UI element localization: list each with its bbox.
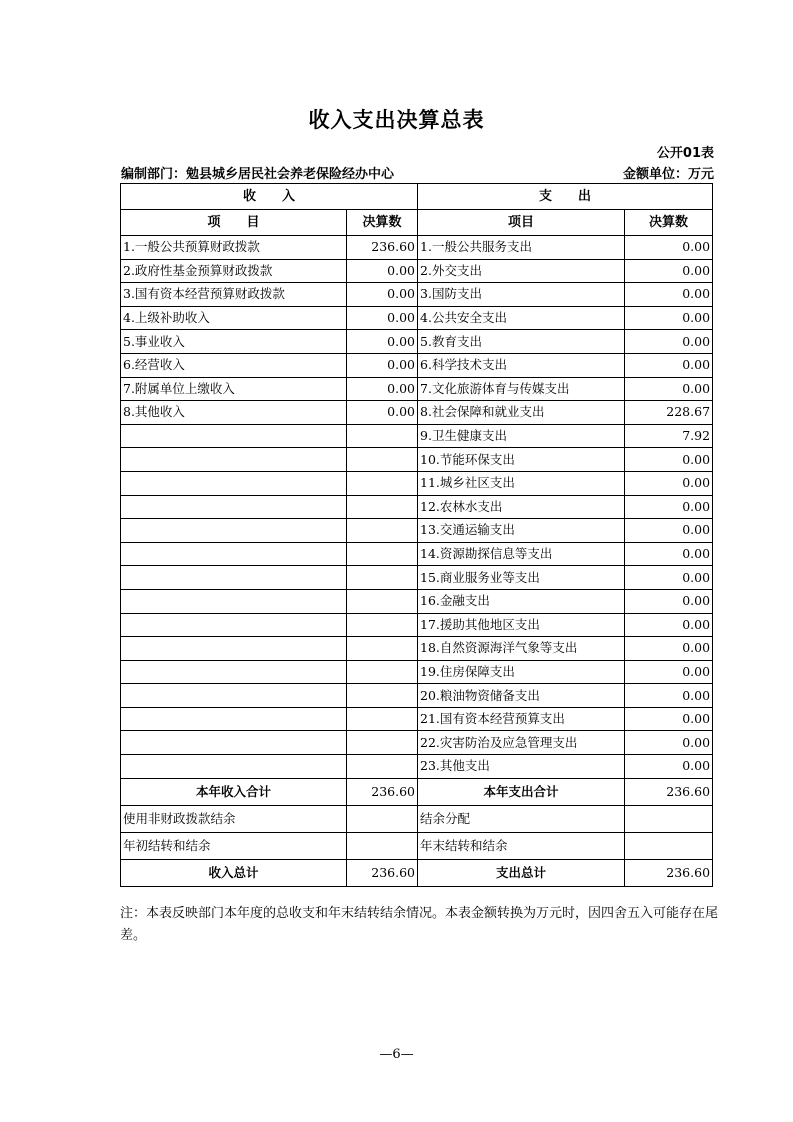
expense-year-total-amount: 236.60 bbox=[625, 778, 713, 805]
income-item-cell bbox=[121, 684, 347, 708]
expense-item-header: 项目 bbox=[418, 210, 625, 236]
income-item-cell: 2.政府性基金预算财政拨款 bbox=[121, 259, 347, 283]
income-amount-cell bbox=[347, 755, 418, 779]
expense-amount-cell: 0.00 bbox=[625, 306, 713, 330]
table-row bbox=[121, 589, 713, 613]
income-item-cell: 7.附属单位上缴收入 bbox=[121, 377, 347, 401]
expense-item-cell: 13.交通运输支出 bbox=[418, 519, 625, 543]
expense-amount-cell: 0.00 bbox=[625, 353, 713, 377]
expense-amount-header: 决算数 bbox=[625, 210, 713, 236]
expense-item-cell: 18.自然资源海洋气象等支出 bbox=[418, 637, 625, 661]
income-extra-amount bbox=[347, 832, 418, 859]
income-amount-cell bbox=[347, 495, 418, 519]
expense-item-cell: 23.其他支出 bbox=[418, 755, 625, 779]
table-row bbox=[121, 707, 713, 731]
income-amount-cell: 0.00 bbox=[347, 259, 418, 283]
income-item-cell: 1.一般公共预算财政拨款 bbox=[121, 236, 347, 260]
page-number: —6— bbox=[379, 1047, 414, 1062]
expense-item-cell: 1.一般公共服务支出 bbox=[418, 236, 625, 260]
expense-grand-total-label: 支出总计 bbox=[418, 859, 625, 886]
income-item-cell bbox=[121, 660, 347, 684]
expense-amount-cell: 0.00 bbox=[625, 707, 713, 731]
department-label: 编制部门：勉县城乡居民社会养老保险经办中心 bbox=[121, 167, 395, 182]
table-row bbox=[121, 259, 713, 283]
expense-item-cell: 9.卫生健康支出 bbox=[418, 424, 625, 448]
table-row bbox=[121, 306, 713, 330]
budget-table bbox=[120, 183, 713, 887]
income-amount-cell bbox=[347, 542, 418, 566]
income-amount-cell bbox=[347, 731, 418, 755]
expense-item-cell: 21.国有资本经营预算支出 bbox=[418, 707, 625, 731]
income-amount-cell: 0.00 bbox=[347, 283, 418, 307]
income-amount-cell: 0.00 bbox=[347, 377, 418, 401]
table-row bbox=[121, 330, 713, 354]
expense-item-cell: 6.科学技术支出 bbox=[418, 353, 625, 377]
income-amount-cell: 0.00 bbox=[347, 330, 418, 354]
income-year-total-amount: 236.60 bbox=[347, 778, 418, 805]
income-amount-cell: 0.00 bbox=[347, 353, 418, 377]
table-row bbox=[121, 637, 713, 661]
expense-grand-total-amount: 236.60 bbox=[625, 859, 713, 886]
expense-extra-label: 结余分配 bbox=[418, 805, 625, 832]
expense-amount-cell: 228.67 bbox=[625, 401, 713, 425]
expense-amount-cell: 0.00 bbox=[625, 731, 713, 755]
income-item-cell bbox=[121, 519, 347, 543]
unit-label: 金额单位：万元 bbox=[622, 167, 714, 182]
income-amount-cell bbox=[347, 519, 418, 543]
income-year-total-label: 本年收入合计 bbox=[121, 778, 347, 805]
expense-amount-cell: 0.00 bbox=[625, 283, 713, 307]
income-item-cell: 5.事业收入 bbox=[121, 330, 347, 354]
year-total-row bbox=[121, 778, 713, 805]
expense-item-cell: 22.灾害防治及应急管理支出 bbox=[418, 731, 625, 755]
income-item-cell bbox=[121, 637, 347, 661]
expense-item-cell: 8.社会保障和就业支出 bbox=[418, 401, 625, 425]
expense-amount-cell: 0.00 bbox=[625, 660, 713, 684]
income-amount-cell bbox=[347, 684, 418, 708]
income-grand-total-label: 收入总计 bbox=[121, 859, 347, 886]
income-amount-cell bbox=[347, 566, 418, 590]
expense-item-cell: 4.公共安全支出 bbox=[418, 306, 625, 330]
income-item-cell bbox=[121, 448, 347, 472]
expense-item-cell: 2.外交支出 bbox=[418, 259, 625, 283]
expense-amount-cell: 0.00 bbox=[625, 519, 713, 543]
expense-item-cell: 14.资源勘探信息等支出 bbox=[418, 542, 625, 566]
section-header-row bbox=[121, 184, 713, 210]
income-extra-label: 使用非财政拨款结余 bbox=[121, 805, 347, 832]
expense-extra-amount bbox=[625, 805, 713, 832]
table-row bbox=[121, 660, 713, 684]
table-row bbox=[121, 471, 713, 495]
table-row bbox=[121, 519, 713, 543]
income-item-cell: 8.其他收入 bbox=[121, 401, 347, 425]
expense-amount-cell: 0.00 bbox=[625, 448, 713, 472]
table-row bbox=[121, 448, 713, 472]
expense-amount-cell: 0.00 bbox=[625, 755, 713, 779]
expense-item-cell: 15.商业服务业等支出 bbox=[418, 566, 625, 590]
income-item-cell: 6.经营收入 bbox=[121, 353, 347, 377]
income-item-cell bbox=[121, 707, 347, 731]
income-amount-cell bbox=[347, 660, 418, 684]
expense-amount-cell: 0.00 bbox=[625, 330, 713, 354]
income-item-cell bbox=[121, 589, 347, 613]
income-amount-cell bbox=[347, 471, 418, 495]
expense-amount-cell: 0.00 bbox=[625, 637, 713, 661]
table-row bbox=[121, 755, 713, 779]
extra-row bbox=[121, 805, 713, 832]
table-row bbox=[121, 401, 713, 425]
column-header-row bbox=[121, 210, 713, 236]
table-row bbox=[121, 684, 713, 708]
income-item-cell: 4.上级补助收入 bbox=[121, 306, 347, 330]
expense-item-cell: 11.城乡社区支出 bbox=[418, 471, 625, 495]
table-row bbox=[121, 495, 713, 519]
expense-item-cell: 17.援助其他地区支出 bbox=[418, 613, 625, 637]
income-amount-cell: 236.60 bbox=[347, 236, 418, 260]
income-amount-header: 决算数 bbox=[347, 210, 418, 236]
expense-amount-cell: 7.92 bbox=[625, 424, 713, 448]
expense-year-total-label: 本年支出合计 bbox=[418, 778, 625, 805]
income-amount-cell bbox=[347, 637, 418, 661]
table-row bbox=[121, 424, 713, 448]
expense-amount-cell: 0.00 bbox=[625, 613, 713, 637]
table-row bbox=[121, 236, 713, 260]
income-item-cell bbox=[121, 566, 347, 590]
income-amount-cell bbox=[347, 613, 418, 637]
income-amount-cell bbox=[347, 707, 418, 731]
income-amount-cell: 0.00 bbox=[347, 401, 418, 425]
income-amount-cell bbox=[347, 424, 418, 448]
income-item-cell: 3.国有资本经营预算财政拨款 bbox=[121, 283, 347, 307]
page-title: 收入支出决算总表 bbox=[308, 108, 485, 132]
income-extra-amount bbox=[347, 805, 418, 832]
table-row bbox=[121, 542, 713, 566]
table-row bbox=[121, 566, 713, 590]
expense-item-cell: 5.教育支出 bbox=[418, 330, 625, 354]
income-item-cell bbox=[121, 613, 347, 637]
expense-item-cell: 10.节能环保支出 bbox=[418, 448, 625, 472]
income-item-cell bbox=[121, 755, 347, 779]
income-amount-cell bbox=[347, 448, 418, 472]
table-row bbox=[121, 613, 713, 637]
income-grand-total-amount: 236.60 bbox=[347, 859, 418, 886]
expense-amount-cell: 0.00 bbox=[625, 495, 713, 519]
expense-amount-cell: 0.00 bbox=[625, 566, 713, 590]
expense-item-cell: 12.农林水支出 bbox=[418, 495, 625, 519]
table-row bbox=[121, 283, 713, 307]
grand-total-row bbox=[121, 859, 713, 886]
expense-item-cell: 20.粮油物资储备支出 bbox=[418, 684, 625, 708]
income-item-cell bbox=[121, 424, 347, 448]
expense-amount-cell: 0.00 bbox=[625, 377, 713, 401]
income-amount-cell: 0.00 bbox=[347, 306, 418, 330]
expense-amount-cell: 0.00 bbox=[625, 471, 713, 495]
expense-amount-cell: 0.00 bbox=[625, 542, 713, 566]
income-item-cell bbox=[121, 471, 347, 495]
expense-item-cell: 7.文化旅游体育与传媒支出 bbox=[418, 377, 625, 401]
income-extra-label: 年初结转和结余 bbox=[121, 832, 347, 859]
income-amount-cell bbox=[347, 589, 418, 613]
income-item-header: 项 目 bbox=[121, 210, 347, 236]
income-item-cell bbox=[121, 731, 347, 755]
income-section-header: 收 入 bbox=[121, 184, 418, 210]
expense-item-cell: 19.住房保障支出 bbox=[418, 660, 625, 684]
expense-extra-label: 年末结转和结余 bbox=[418, 832, 625, 859]
table-code: 公开01表 bbox=[656, 146, 714, 161]
expense-amount-cell: 0.00 bbox=[625, 259, 713, 283]
expense-item-cell: 16.金融支出 bbox=[418, 589, 625, 613]
table-row bbox=[121, 353, 713, 377]
income-item-cell bbox=[121, 542, 347, 566]
expense-amount-cell: 0.00 bbox=[625, 236, 713, 260]
income-item-cell bbox=[121, 495, 347, 519]
expense-section-header: 支 出 bbox=[418, 184, 713, 210]
expense-item-cell: 3.国防支出 bbox=[418, 283, 625, 307]
expense-amount-cell: 0.00 bbox=[625, 589, 713, 613]
extra-row bbox=[121, 832, 713, 859]
table-row bbox=[121, 377, 713, 401]
table-row bbox=[121, 731, 713, 755]
footnote: 注：本表反映部门本年度的总收支和年末结转结余情况。本表金额转换为万元时，因四舍五入可能存在尾差。 bbox=[120, 906, 719, 943]
expense-extra-amount bbox=[625, 832, 713, 859]
expense-amount-cell: 0.00 bbox=[625, 684, 713, 708]
